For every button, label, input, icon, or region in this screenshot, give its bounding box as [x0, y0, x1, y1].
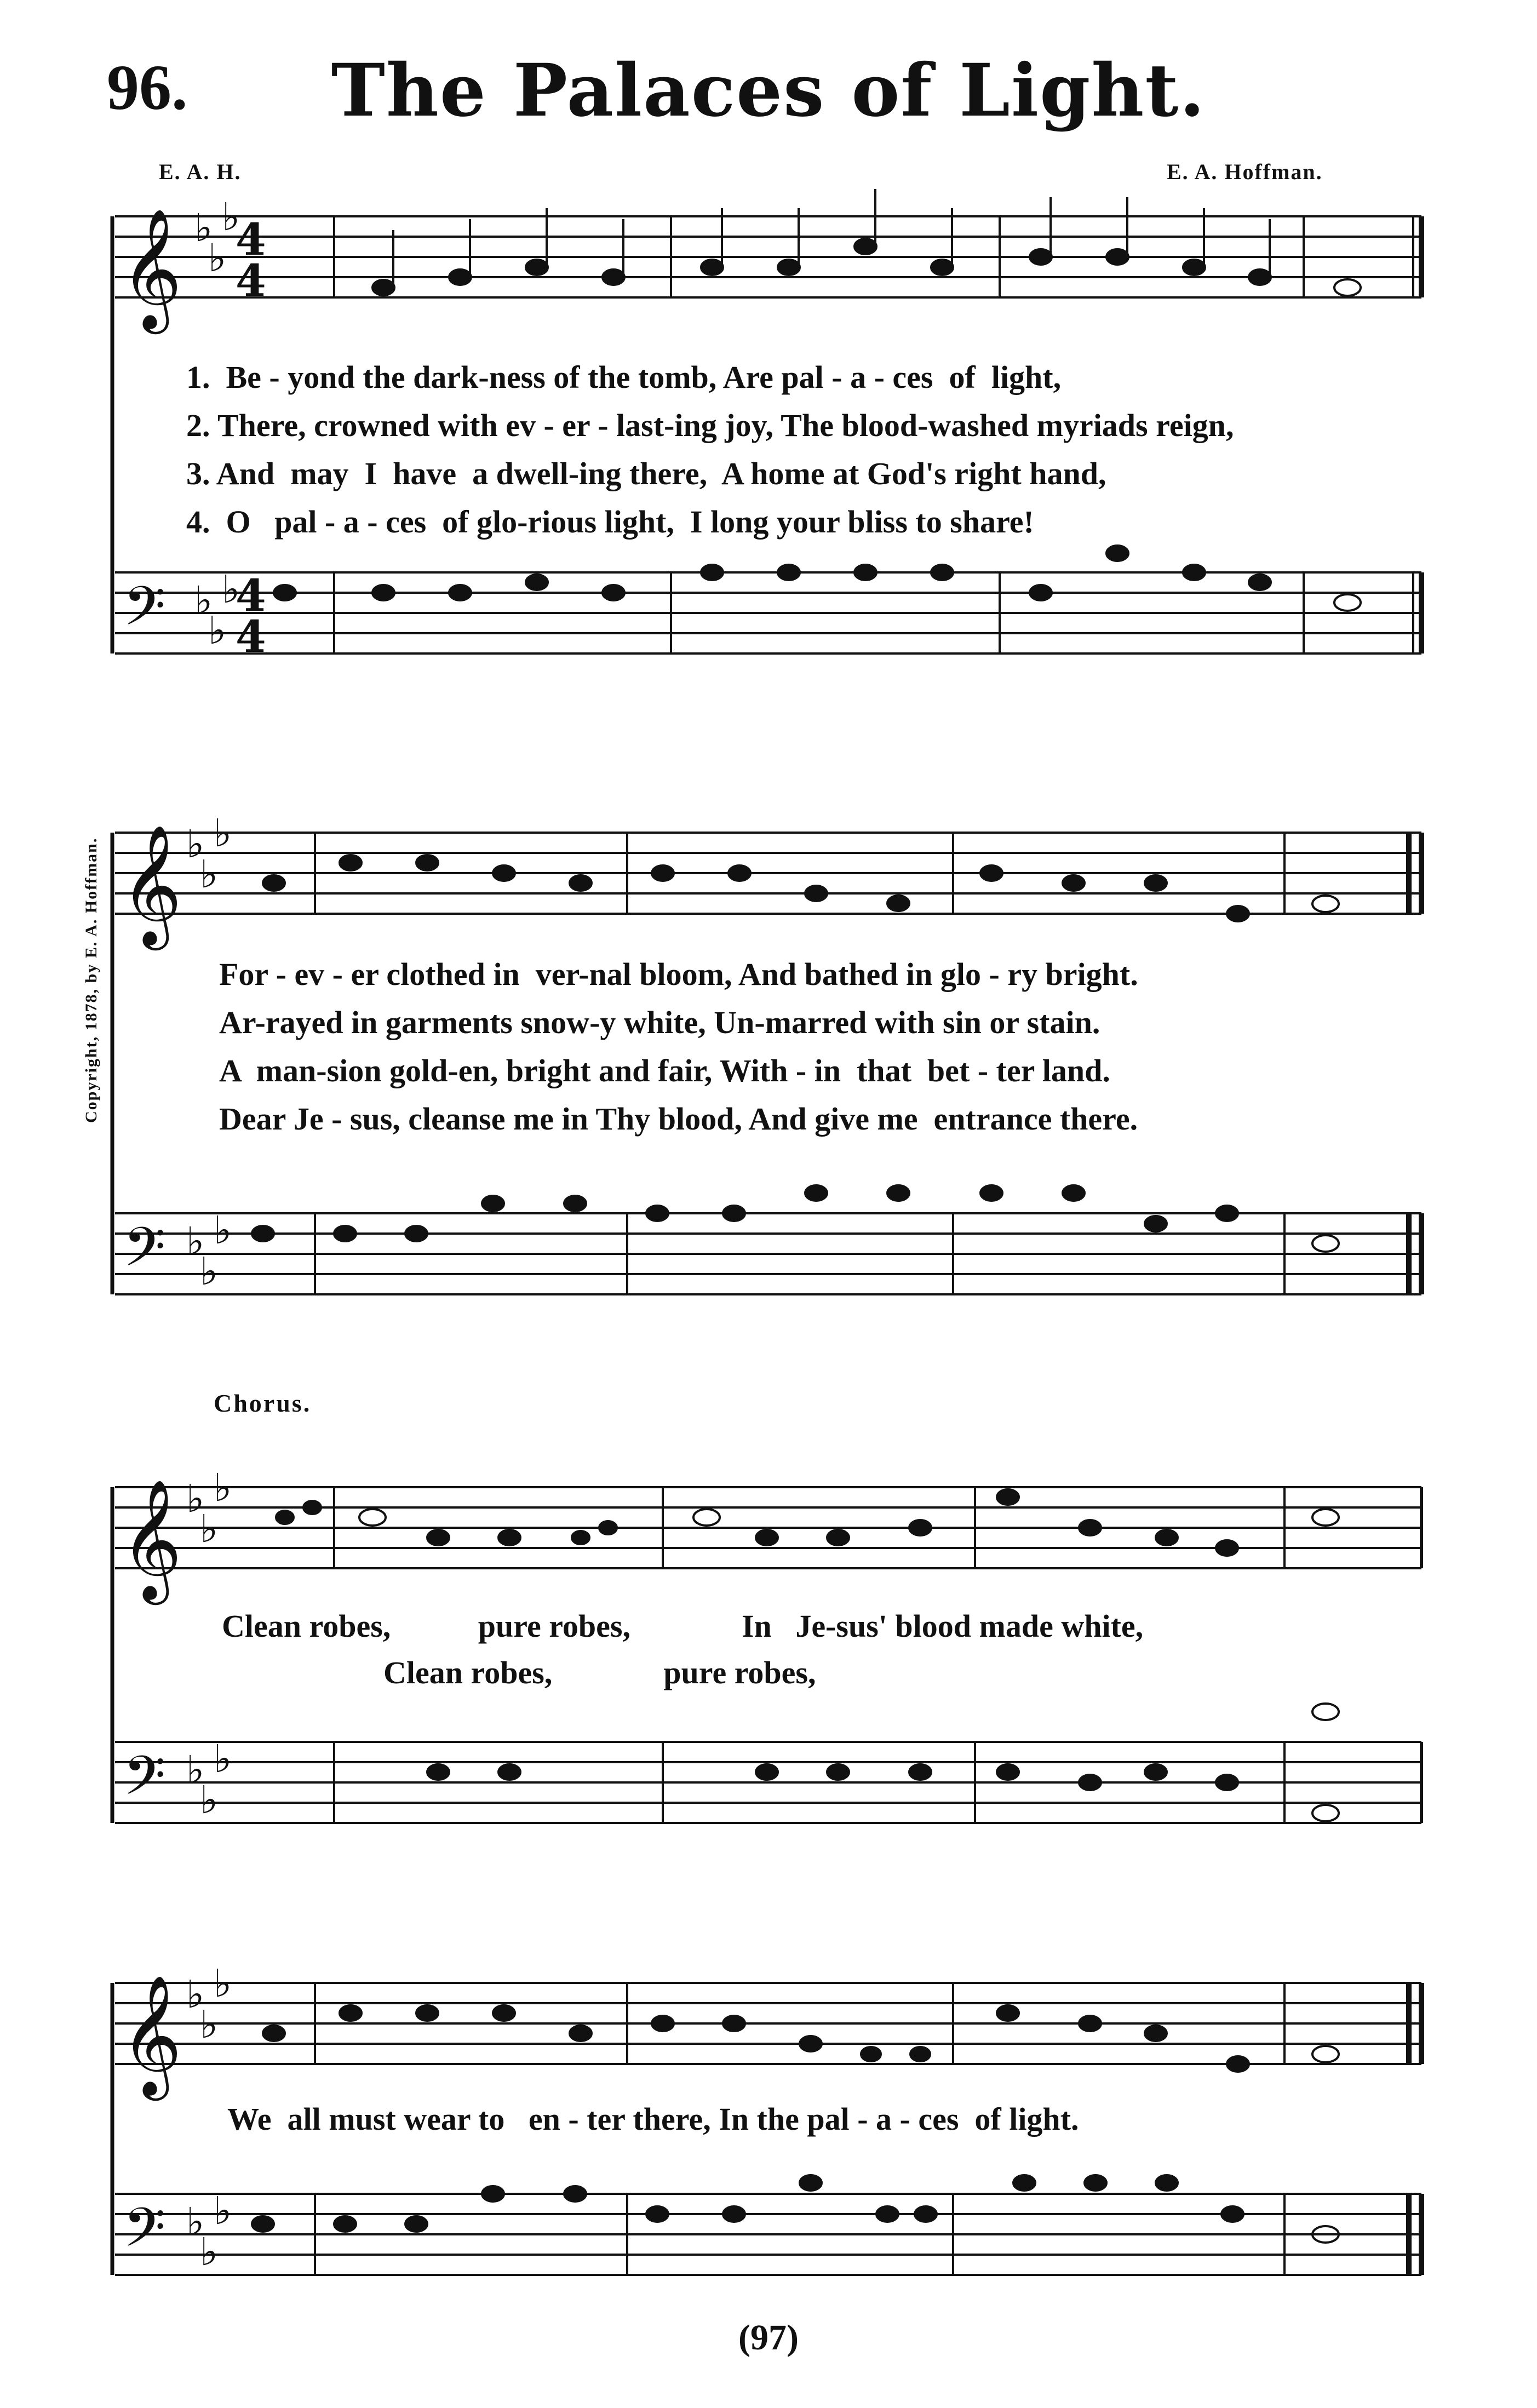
chorus-line-2: We all must wear to en - ter there, In the pal - a - ces of light. [227, 2101, 1079, 2137]
svg-text:♭: ♭ [214, 1208, 232, 1253]
svg-text:♭: ♭ [200, 1778, 219, 1822]
svg-text:𝄞: 𝄞 [121, 1974, 182, 2095]
svg-text:𝄢: 𝄢 [123, 575, 166, 651]
system4-bass-staff [115, 2194, 1421, 2275]
svg-text:4: 4 [236, 214, 266, 265]
system2-bass-staff [115, 1213, 1421, 1294]
chorus-line-1-bass: Clean robes, pure robes, [383, 1655, 816, 1690]
svg-text:♭: ♭ [214, 2188, 232, 2233]
svg-text:♭: ♭ [186, 1747, 205, 1792]
noteheads [252, 189, 1361, 2243]
svg-text:𝄢: 𝄢 [123, 1216, 166, 1292]
svg-text:♭: ♭ [186, 2199, 205, 2244]
svg-text:♭: ♭ [200, 2229, 219, 2274]
svg-text:♭: ♭ [214, 811, 232, 856]
svg-text:♭: ♭ [214, 1736, 232, 1781]
page-number: (97) [738, 2318, 799, 2358]
svg-text:♭: ♭ [200, 852, 219, 897]
verse-1-line-1: 1. Be - yond the dark-ness of the tomb, Are pal - a - ces of light, [186, 359, 1062, 395]
svg-text:♭: ♭ [208, 608, 227, 653]
svg-text:♭: ♭ [194, 205, 213, 250]
svg-text:♭: ♭ [222, 194, 240, 239]
system1-bass-staff [115, 572, 1421, 653]
verse-2-line-2: Ar-rayed in garments snow-y white, Un-marred with sin or stain. [219, 1005, 1100, 1040]
chorus-label: Chorus. [214, 1389, 312, 1417]
svg-text:𝄞: 𝄞 [121, 208, 182, 329]
copyright-notice: Copyright, 1878, by E. A. Hoffman. [82, 837, 100, 1123]
svg-text:♭: ♭ [214, 1961, 232, 2006]
verse-1-line-2: For - ev - er clothed in ver-nal bloom, And bathed in glo - ry bright. [219, 956, 1138, 992]
words-author: E. A. H. [159, 159, 242, 184]
hymn-title: The Palaces of Light. [331, 48, 1206, 133]
system1-treble-staff [115, 216, 1421, 297]
svg-text:4: 4 [236, 570, 266, 621]
svg-text:𝄢: 𝄢 [123, 2197, 166, 2273]
verse-4-line-2: Dear Je - sus, cleanse me in Thy blood, And give me entrance there. [219, 1101, 1138, 1137]
svg-text:♭: ♭ [200, 2002, 219, 2047]
final-bars [1409, 216, 1421, 2275]
svg-text:♭: ♭ [186, 1972, 205, 2017]
hymn-number: 96. [107, 51, 188, 123]
system2-treble-staff [115, 833, 1421, 914]
clefs [121, 208, 182, 2273]
svg-text:𝄞: 𝄞 [121, 824, 182, 945]
music-composer: E. A. Hoffman. [1167, 159, 1323, 184]
verse-3-line-1: 3. And may I have a dwell-ing there, A home at God's right hand, [186, 456, 1106, 491]
svg-text:♭: ♭ [214, 1465, 232, 1510]
svg-text:𝄞: 𝄞 [121, 1478, 182, 1599]
svg-text:♭: ♭ [208, 236, 227, 280]
svg-text:♭: ♭ [200, 1249, 219, 1294]
verse-2-line-1: 2. There, crowned with ev - er - last-ing joy, The blood-washed myriads reign, [186, 408, 1234, 443]
svg-text:♭: ♭ [194, 578, 213, 623]
svg-text:♭: ♭ [222, 567, 240, 612]
verse-3-line-2: A man-sion gold-en, bright and fair, With - in that bet - ter land. [219, 1053, 1110, 1088]
svg-text:4: 4 [236, 611, 266, 662]
svg-text:4: 4 [236, 255, 266, 306]
svg-text:♭: ♭ [186, 1476, 205, 1521]
svg-text:𝄢: 𝄢 [123, 1745, 166, 1821]
chorus-line-1-soprano: Clean robes, pure robes, In Je-sus' blood made white, [222, 1608, 1144, 1644]
svg-text:♭: ♭ [186, 822, 205, 867]
verse-4-line-1: 4. O pal - a - ces of glo-rious light, I long your bliss to share! [186, 504, 1034, 540]
svg-text:♭: ♭ [186, 1219, 205, 1264]
system4-treble-staff [115, 1983, 1421, 2064]
svg-text:♭: ♭ [200, 1506, 219, 1551]
